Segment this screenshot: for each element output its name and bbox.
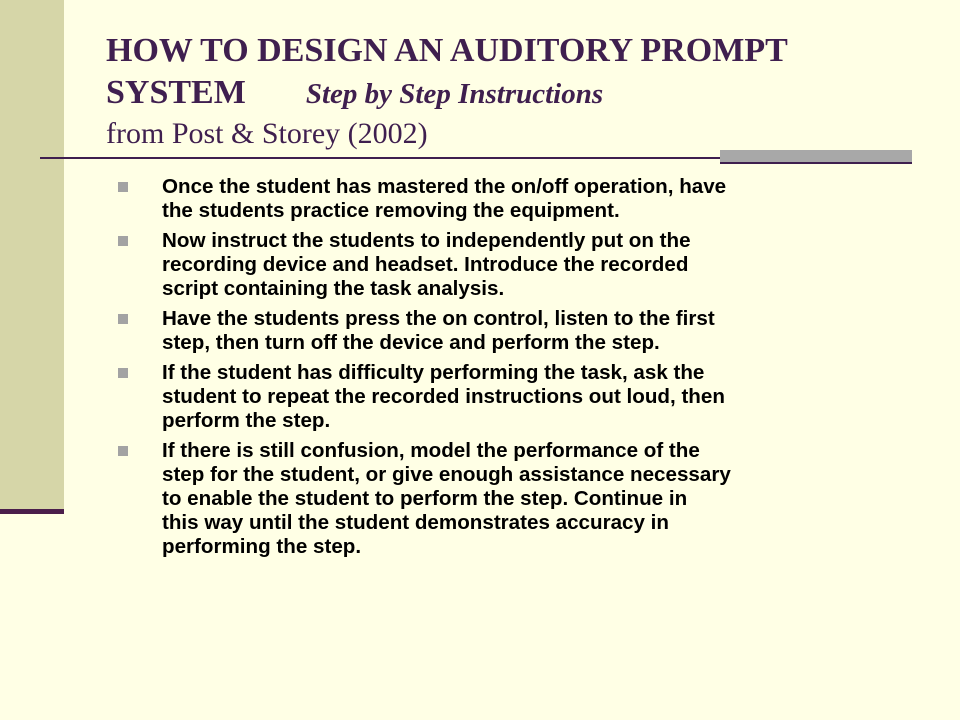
title-divider-thick bbox=[720, 150, 912, 164]
square-bullet-icon bbox=[118, 314, 128, 324]
bullet-list bbox=[120, 175, 920, 565]
square-bullet-icon bbox=[118, 446, 128, 456]
bullet-text: Once the student has mastered the on/off operation, have the students practice removing the equipment. bbox=[162, 175, 727, 222]
title-line-2 bbox=[106, 72, 926, 115]
square-bullet-icon bbox=[118, 236, 128, 246]
square-bullet-icon bbox=[118, 182, 128, 192]
bullet-item bbox=[120, 361, 920, 433]
bullet-item bbox=[120, 439, 920, 559]
slide-title bbox=[106, 30, 926, 153]
bullet-item bbox=[120, 229, 920, 301]
title-source: from Post & Storey (2002) bbox=[106, 117, 428, 150]
bullet-text: If the student has difficulty performing the task, ask the student to repeat the recorded instructions out loud, then perform the step. bbox=[162, 361, 725, 432]
bullet-text: If there is still confusion, model the performance of the step for the student, or give enough assistance necessary to enable the student to perform the step. Continue in this way until the student demonstrates accuracy in performing the step. bbox=[162, 439, 731, 558]
bullet-item bbox=[120, 175, 920, 223]
title-subtitle: Step by Step Instructions bbox=[305, 78, 604, 110]
bullet-item bbox=[120, 307, 920, 355]
title-main-2: SYSTEM bbox=[106, 74, 246, 111]
title-line-1 bbox=[106, 30, 926, 72]
side-decorative-line bbox=[0, 509, 64, 514]
title-divider-thin bbox=[40, 157, 720, 159]
square-bullet-icon bbox=[118, 368, 128, 378]
title-main: HOW TO DESIGN AN AUDITORY PROMPT bbox=[106, 32, 788, 69]
bullet-text: Now instruct the students to independently put on the recording device and headset. Introduce the recorded script containing the task analysis. bbox=[162, 229, 691, 300]
side-decorative-band bbox=[0, 0, 64, 510]
bullet-text: Have the students press the on control, listen to the first step, then turn off the device and perform the step. bbox=[162, 307, 715, 354]
